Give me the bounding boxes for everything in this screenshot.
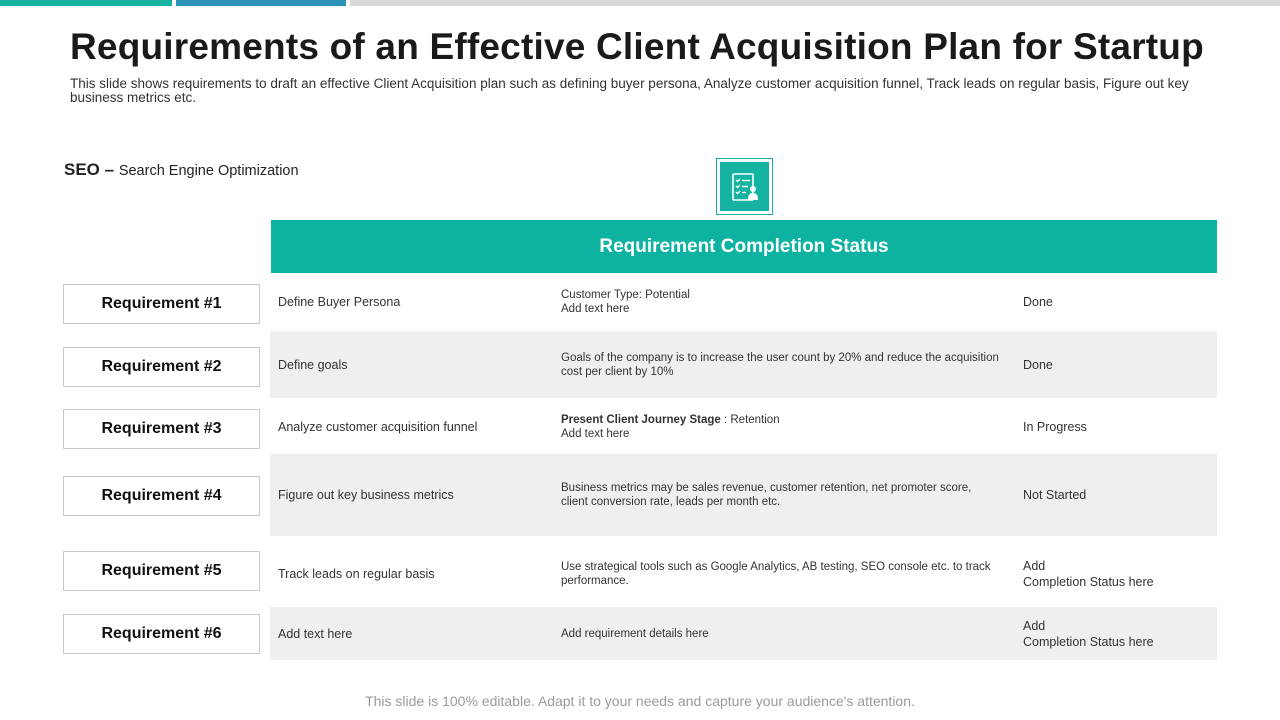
status-cell bbox=[1023, 419, 1203, 435]
page-subtitle: This slide shows requirements to draft an effective Client Acquisition plan such as defining buyer persona, Analyze customer acquisition funnel, Track leads on regular basis, Figure out key business metrics etc. bbox=[70, 76, 1189, 105]
status-cell bbox=[1023, 487, 1203, 503]
detail-text: : Retention bbox=[720, 414, 780, 426]
accent-segment-gray bbox=[350, 0, 1280, 6]
detail-text: Add requirement details here bbox=[561, 627, 709, 640]
status-cell bbox=[1023, 618, 1203, 650]
detail-text: Business metrics may be sales revenue, customer retention, net promoter score, client conversion rate, leads per month etc. bbox=[561, 482, 972, 508]
requirement-label: Requirement #3 bbox=[63, 409, 260, 449]
table-row bbox=[270, 403, 1217, 451]
detail-line bbox=[561, 413, 1001, 427]
detail-line bbox=[561, 627, 1001, 641]
detail-cell bbox=[561, 288, 1001, 316]
table-row bbox=[270, 331, 1217, 398]
seo-abbreviation: SEO bbox=[64, 160, 100, 179]
task-cell: Analyze customer acquisition funnel bbox=[278, 420, 478, 434]
detail-line bbox=[561, 560, 1001, 588]
detail-line bbox=[561, 481, 1001, 509]
footer-note: This slide is 100% editable. Adapt it to your needs and capture your audience's attention. bbox=[365, 693, 915, 709]
accent-segment-teal bbox=[0, 0, 172, 6]
table-row bbox=[270, 278, 1217, 326]
status-text-2: Completion Status here bbox=[1023, 634, 1154, 649]
detail-text: Use strategical tools such as Google Analytics, AB testing, SEO console etc. to track performance. bbox=[561, 561, 991, 587]
top-accent-bar bbox=[0, 0, 1280, 6]
detail-cell bbox=[561, 560, 1001, 588]
task-cell: Track leads on regular basis bbox=[278, 567, 435, 581]
status-text: Not Started bbox=[1023, 488, 1087, 502]
detail-cell bbox=[561, 481, 1001, 509]
status-cell bbox=[1023, 558, 1203, 590]
checklist-person-icon bbox=[716, 158, 773, 215]
seo-caption bbox=[64, 160, 299, 180]
table-row bbox=[270, 545, 1217, 603]
detail-cell bbox=[561, 351, 1001, 379]
table-header: Requirement Completion Status bbox=[271, 220, 1217, 273]
status-text: Done bbox=[1023, 295, 1053, 309]
detail-text: Customer Type: Potential bbox=[561, 289, 690, 301]
requirement-label: Requirement #6 bbox=[63, 614, 260, 654]
requirement-label: Requirement #1 bbox=[63, 284, 260, 324]
status-cell bbox=[1023, 357, 1203, 373]
detail-line-2: Add text here bbox=[561, 303, 630, 315]
detail-bold-text: Present Client Journey Stage bbox=[561, 414, 721, 426]
detail-line-2: Add text here bbox=[561, 428, 630, 440]
detail-line bbox=[561, 351, 1001, 379]
seo-dash: – bbox=[99, 160, 119, 179]
task-cell: Define Buyer Persona bbox=[278, 295, 401, 309]
page-title: Requirements of an Effective Client Acquisition Plan for Startup bbox=[70, 26, 1204, 67]
requirement-label: Requirement #2 bbox=[63, 347, 260, 387]
requirement-label: Requirement #5 bbox=[63, 551, 260, 591]
seo-full-name: Search Engine Optimization bbox=[118, 163, 299, 179]
task-cell: Add text here bbox=[278, 626, 353, 641]
status-cell bbox=[1023, 294, 1203, 310]
task-cell: Figure out key business metrics bbox=[278, 488, 454, 502]
status-text: In Progress bbox=[1023, 420, 1087, 434]
detail-cell bbox=[561, 627, 1001, 641]
status-text: Add bbox=[1023, 559, 1046, 573]
task-cell: Define goals bbox=[278, 357, 348, 372]
detail-line bbox=[561, 288, 1001, 302]
requirement-label: Requirement #4 bbox=[63, 476, 260, 516]
status-text-2: Completion Status here bbox=[1023, 575, 1154, 589]
detail-cell bbox=[561, 413, 1001, 441]
detail-text: Goals of the company is to increase the user count by 20% and reduce the acquisition cost per client by 10% bbox=[561, 351, 999, 378]
status-text: Add bbox=[1023, 618, 1046, 633]
accent-segment-blue bbox=[176, 0, 346, 6]
table-row bbox=[270, 454, 1217, 536]
status-text: Done bbox=[1023, 357, 1053, 372]
table-row bbox=[270, 607, 1217, 660]
